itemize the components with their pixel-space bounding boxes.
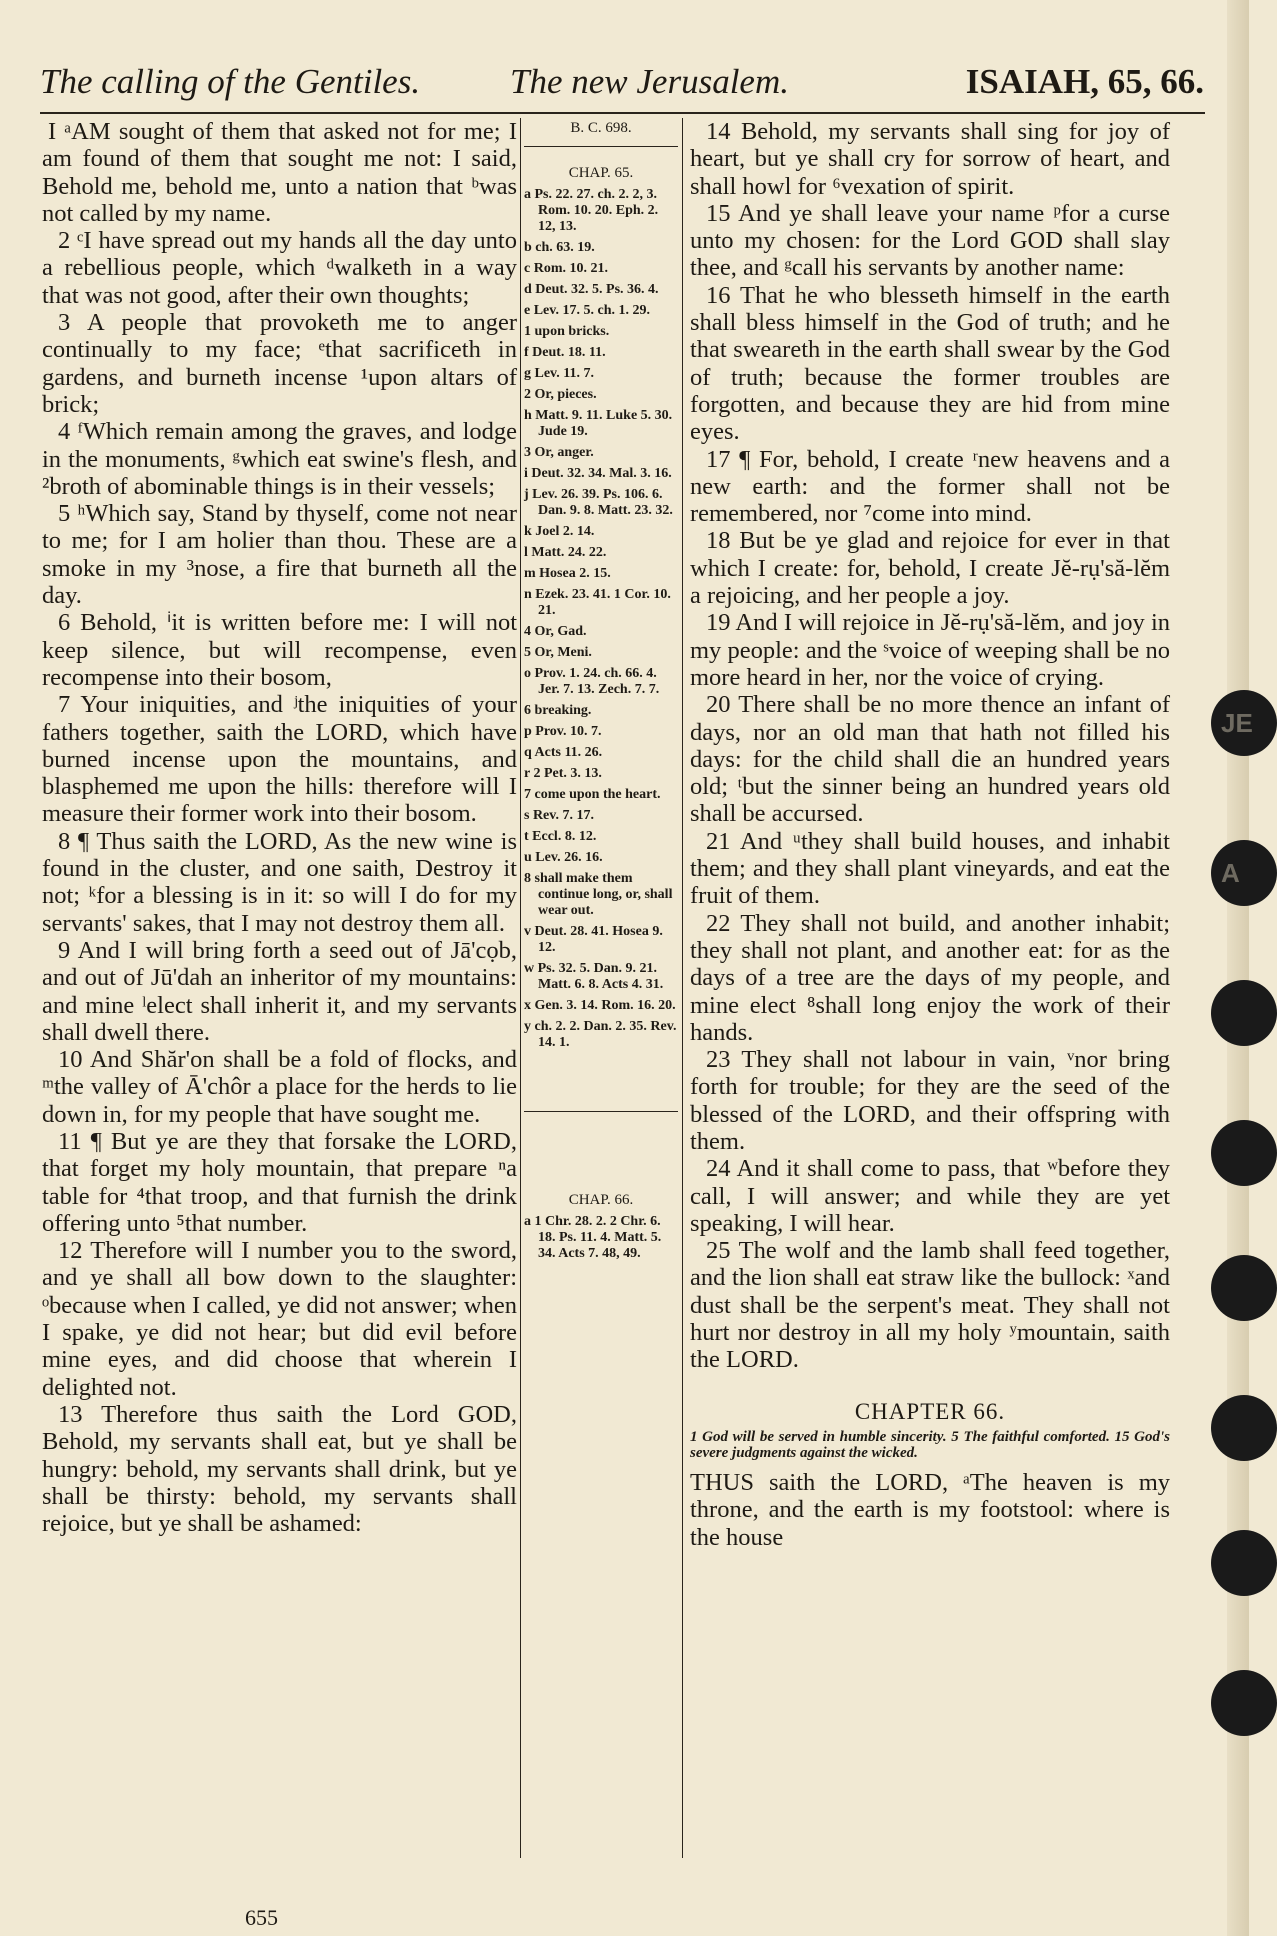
verse: 9 And I will bring forth a seed out of Jā'cọb, and out of Jū'dah an inheritor of my mountains: and mine ˡelect shall inherit it, and my servants shall dwell there. — [42, 936, 517, 1046]
cross-reference: 7 come upon the heart. — [524, 787, 661, 802]
verse-text: I ᵃAM sought of them that asked not for me; I am found of them that sought me not: I said, Behold me, behold me, unto a nation that ᵇwas not called by my name. — [42, 118, 517, 227]
cross-reference: t Eccl. 8. 12. — [524, 829, 597, 844]
thumb-index-tab[interactable] — [1211, 980, 1277, 1046]
verse: 11 ¶ But ye are they that forsake the LORD, that forget my holy mountain, that prepare ⁿa table for ⁴that troop, and that furnish the drink offering unto ⁵that number. — [42, 1127, 517, 1237]
cross-reference: 2 Or, pieces. — [524, 387, 597, 402]
chapter-label-65: CHAP. 65. — [568, 165, 634, 181]
verse: 18 But be ye glad and rejoice for ever in that which I create: for, behold, I create Jĕ-rụ'să-lĕm a rejoicing, and her people a joy. — [690, 527, 1170, 610]
thumb-index-tab[interactable]: JE — [1211, 690, 1277, 756]
verse: 15 And ye shall leave your name ᵖfor a curse unto my chosen: for the Lord GOD shall slay thee, and ᵍcall his servants by another name: — [690, 199, 1170, 282]
cross-reference: l Matt. 24. 22. — [524, 545, 607, 560]
verse: 17 ¶ For, behold, I create ʳnew heavens and a new earth: and the former shall not be remembered, nor ⁷come into mind. — [690, 445, 1170, 528]
verse: 24 And it shall come to pass, that ʷbefore they call, I will answer; and while they are yet speaking, I will hear. — [690, 1155, 1170, 1237]
thumb-index-tab[interactable] — [1211, 1395, 1277, 1461]
date-note: B. C. 698. — [570, 120, 632, 136]
thumb-index-tab[interactable] — [1211, 1255, 1277, 1321]
header-middle: The new Jerusalem. — [510, 62, 789, 101]
column-divider-right — [682, 118, 683, 1858]
verse: 19 And I will rejoice in Jĕ-rụ'să-lĕm, and joy in my people: and the ˢvoice of weeping shall be no more heard in her, nor the voice of crying. — [690, 609, 1170, 691]
cross-reference: v Deut. 28. 41. Hosea 9. 12. — [524, 924, 663, 955]
chapter-label-66: CHAP. 66. — [568, 1192, 634, 1208]
page-number: 655 — [245, 1905, 278, 1930]
left-text-column — [42, 118, 517, 1537]
cross-reference: m Hosea 2. 15. — [524, 566, 611, 581]
verse: 8 ¶ Thus saith the LORD, As the new wine is found in the cluster, and one saith, Destroy it not; ᵏfor a blessing is in it: so will I do for my servants' sakes, that I may not destroy them all. — [42, 827, 517, 937]
cross-reference: 8 shall make them continue long, or, shall wear out. — [524, 871, 673, 918]
right-text-column — [690, 118, 1170, 1551]
cross-reference: k Joel 2. 14. — [524, 524, 595, 539]
cross-reference: p Prov. 10. 7. — [524, 724, 602, 739]
page-edge — [1227, 0, 1249, 1936]
header-right: ISAIAH, 65, 66. — [965, 62, 1204, 101]
cross-reference: f Deut. 18. 11. — [524, 345, 606, 360]
header-left: The calling of the Gentiles. — [40, 62, 421, 101]
cross-reference: c Rom. 10. 21. — [524, 261, 608, 276]
refs-66 — [524, 1214, 678, 1262]
verse: 6 Behold, ⁱit is written before me: I will not keep silence, but will recompense, even recompense into their bosom, — [42, 609, 517, 691]
verse: 22 They shall not build, and another inhabit; they shall not plant, and another eat: for as the days of a tree are the days of my people, and mine elect ⁸shall long enjoy the work of their hands. — [690, 909, 1170, 1046]
chapter-summary: 1 God will be served in humble sincerity. 5 The faithful comforted. 15 God's severe judgments against the wicked. — [690, 1428, 1170, 1461]
cross-reference: o Prov. 1. 24. ch. 66. 4. Jer. 7. 13. Zech. 7. 7. — [524, 666, 660, 697]
cross-reference: b ch. 63. 19. — [524, 240, 595, 255]
cross-reference: r 2 Pet. 3. 13. — [524, 766, 602, 781]
verse: 23 They shall not labour in vain, ᵛnor bring forth for trouble; for they are the seed of the blessed of the LORD, and their offspring with them. — [690, 1046, 1170, 1155]
verse: 2 ᶜI have spread out my hands all the day unto a rebellious people, which ᵈwalketh in a way that was not good, after their own thoughts; — [42, 227, 517, 309]
verse: 13 Therefore thus saith the Lord GOD, Behold, my servants shall eat, but ye shall be hungry: behold, my servants shall drink, but ye shall be thirsty: behold, my servants shall rejoice, but ye shall be ashamed: — [42, 1400, 517, 1538]
cross-reference: 1 upon bricks. — [524, 324, 610, 339]
refs-65 — [524, 187, 678, 1051]
thumb-index-tab[interactable] — [1211, 1530, 1277, 1596]
verse: 21 And ᵘthey shall build houses, and inhabit them; and they shall plant vineyards, and eat the fruit of them. — [690, 827, 1170, 910]
verse: 5 ʰWhich say, Stand by thyself, come not near to me; for I am holier than thou. These are a smoke in my ³nose, a fire that burneth all the day. — [42, 500, 517, 610]
verse-text: THUS saith the LORD, ᵃThe heaven is my throne, and the earth is my footstool: where is the house — [690, 1468, 1170, 1551]
cross-reference: 3 Or, anger. — [524, 445, 594, 460]
chapter-title: CHAPTER 66. — [854, 1398, 1006, 1424]
verse: 12 Therefore will I number you to the sword, and ye shall all bow down to the slaughter: ᵒbecause when I called, ye did not answer; when I spake, ye did not hear; but did evil before mine eyes, and did choose that wherein I delighted not. — [42, 1237, 517, 1401]
verse: 3 A people that provoketh me to anger continually to my face; ᵉthat sacrificeth in gardens, and burneth incense ¹upon altars of brick; — [42, 309, 517, 418]
cross-reference: u Lev. 26. 16. — [524, 850, 603, 865]
center-rule — [524, 1111, 678, 1112]
cross-reference: 5 Or, Meni. — [524, 645, 592, 660]
column-divider-left — [520, 118, 521, 1858]
verse: 16 That he who blesseth himself in the earth shall bless himself in the God of truth; and he that sweareth in the earth shall swear by the God of truth; because the former troubles are forgotten, and because they are hid from mine eyes. — [690, 281, 1170, 446]
cross-reference: g Lev. 11. 7. — [524, 366, 595, 381]
verse: 10 And Shăr'on shall be a fold of flocks, and ᵐthe valley of Ā'chôr a place for the herds to lie down in, for my people that have sought me. — [42, 1046, 517, 1128]
cross-reference: j Lev. 26. 39. Ps. 106. 6. Dan. 9. 8. Matt. 23. 32. — [524, 487, 673, 518]
cross-reference: w Ps. 32. 5. Dan. 9. 21. Matt. 6. 8. Acts 4. 31. — [524, 961, 664, 992]
cross-reference: y ch. 2. 2. Dan. 2. 35. Rev. 14. 1. — [524, 1019, 677, 1050]
thumb-index-tab[interactable]: A — [1211, 840, 1277, 906]
verse: 25 The wolf and the lamb shall feed together, and the lion shall eat straw like the bullock: ˣand dust shall be the serpent's meat. They shall not hurt nor destroy in all my holy ʸmountain, saith the LORD. — [690, 1237, 1170, 1374]
verse — [42, 118, 517, 227]
thumb-index-tab[interactable] — [1211, 1120, 1277, 1186]
cross-reference: a 1 Chr. 28. 2. 2 Chr. 6. 18. Ps. 11. 4. Matt. 5. 34. Acts 7. 48, 49. — [524, 1214, 662, 1261]
cross-reference: i Deut. 32. 34. Mal. 3. 16. — [524, 466, 672, 481]
cross-reference: n Ezek. 23. 41. 1 Cor. 10. 21. — [524, 587, 671, 618]
verse: 4 ᶠWhich remain among the graves, and lodge in the monuments, ᵍwhich eat swine's flesh, and ²broth of abominable things is in their vessels; — [42, 418, 517, 500]
header-rule — [40, 112, 1205, 114]
cross-reference: x Gen. 3. 14. Rom. 16. 20. — [524, 998, 676, 1013]
cross-reference: a Ps. 22. 27. ch. 2. 2, 3. Rom. 10. 20. Eph. 2. 12, 13. — [524, 187, 659, 234]
verse — [690, 1469, 1170, 1551]
cross-reference: d Deut. 32. 5. Ps. 36. 4. — [524, 282, 659, 297]
verse: 7 Your iniquities, and ʲthe iniquities of your fathers together, saith the LORD, which have burned incense upon the mountains, and blasphemed me upon the hills: therefore will I measure their former work into their bosom. — [42, 691, 517, 828]
cross-reference: q Acts 11. 26. — [524, 745, 603, 760]
cross-reference: s Rev. 7. 17. — [524, 808, 594, 823]
thumb-index-tab[interactable] — [1211, 1670, 1277, 1736]
verse: 20 There shall be no more thence an infant of days, nor an old man that hath not filled his days: for the child shall die an hundred years old; ᵗbut the sinner being an hundred years old shall be accursed. — [690, 691, 1170, 828]
cross-reference: 4 Or, Gad. — [524, 624, 587, 639]
cross-reference-column — [524, 118, 678, 1267]
cross-reference: h Matt. 9. 11. Luke 5. 30. Jude 19. — [524, 408, 673, 439]
center-rule — [524, 146, 678, 147]
verse: 14 Behold, my servants shall sing for joy of heart, but ye shall cry for sorrow of heart, and shall howl for ⁶vexation of spirit. — [690, 118, 1170, 200]
cross-reference: 6 breaking. — [524, 703, 592, 718]
running-header — [40, 62, 1219, 112]
cross-reference: e Lev. 17. 5. ch. 1. 29. — [524, 303, 650, 318]
